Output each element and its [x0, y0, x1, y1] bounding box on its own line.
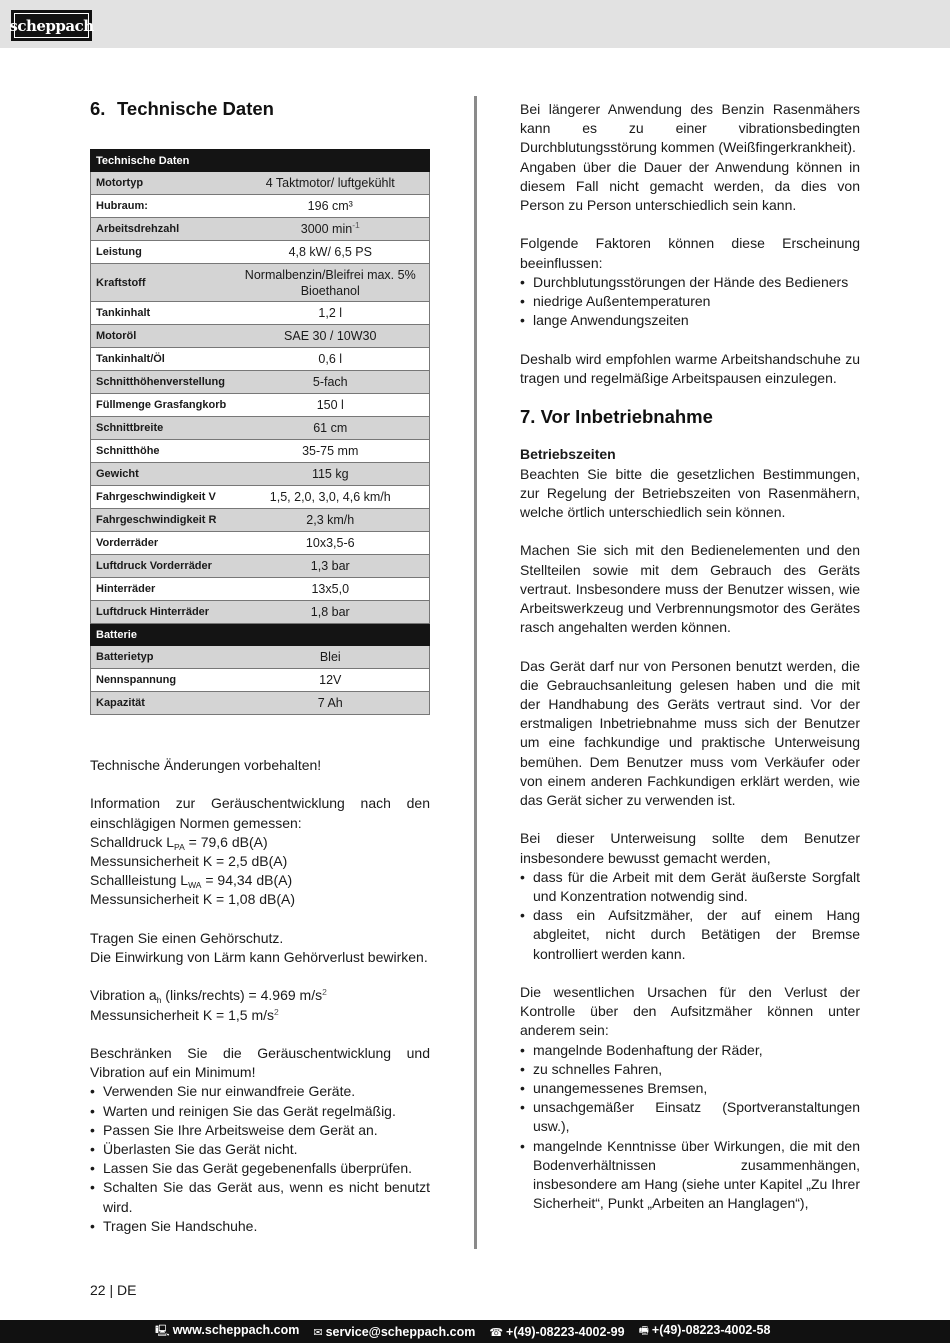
footer-bar: [0, 1320, 950, 1343]
spec-value: 12V: [232, 669, 430, 692]
controls-paragraph: Machen Sie sich mit den Bedienelementen und den Stellteilen sowie mit dem Gebrauch des Geräts vertraut. Insbesondere muss der Benutzer wissen, wie Arbeitswerkzeug und Verbrennungsmotor des Gerätes rasch angehalten werden können.: [520, 542, 860, 636]
list-item: • dass ein Aufsitzmäher, der auf einem Hang abgleitet, nicht durch Betätigen der Bremse kontrolliert werden kann.: [520, 906, 860, 964]
factor-bullet-list: [520, 273, 860, 331]
sound-power: Schallleistung $L_{WA} = 94,34$ dB(A): [90, 872, 293, 891]
section-number: 6.: [90, 98, 106, 119]
spec-value: 10x3,5-6: [232, 532, 430, 555]
spec-label: Luftdruck Hinterräder: [91, 601, 232, 624]
list-item: • Tragen Sie Handschuhe.: [90, 1217, 430, 1236]
spec-value: 115 kg: [232, 463, 430, 486]
gloves-paragraph: Deshalb wird empfohlen warme Arbeitshandschuhe zu tragen und regelmäßige Arbeitspausen einzulegen.: [520, 350, 860, 386]
list-item: • Lassen Sie das Gerät gegebenenfalls überprüfen.: [90, 1159, 430, 1178]
list-item: • Durchblutungsstörungen der Hände des Bedieners: [520, 273, 860, 292]
table-row: [91, 463, 430, 486]
spec-table: [90, 149, 430, 715]
right-column: [520, 100, 860, 1213]
spec-value: 1,3 bar: [232, 555, 430, 578]
spec-label: Batterietyp: [91, 646, 232, 669]
spec-value: 1,2 l: [232, 302, 430, 325]
list-item: • Verwenden Sie nur einwandfreie Geräte.: [90, 1082, 430, 1101]
instruction-intro: Bei dieser Unterweisung sollte dem Benutzer insbesondere bewusst gemacht werden,: [520, 830, 860, 866]
spec-label: Schnitthöhe: [91, 440, 232, 463]
table-row: [91, 302, 430, 325]
monitor-icon: 🖳: [155, 1325, 170, 1337]
instruction-bullet-list: [520, 868, 860, 964]
header-bar: [0, 0, 950, 48]
factors-intro: Folgende Faktoren können diese Erscheinung beeinflussen:: [520, 235, 860, 271]
spec-value: 1,5, 2,0, 3,0, 4,6 km/h: [232, 486, 430, 509]
causes-bullet-list: [520, 1041, 860, 1214]
phone-number: ☎ +(49)-08223-4002-99: [489, 1324, 625, 1339]
spec-value: Normalbenzin/Bleifrei max. 5% Bioethanol: [232, 264, 430, 302]
spec-value: 2,3 km/h: [232, 509, 430, 532]
operating-times-subhead: Betriebszeiten: [520, 446, 616, 463]
spec-value: 35-75 mm: [232, 440, 430, 463]
table-row: [91, 692, 430, 715]
spec-value: 4,8 kW/ 6,5 PS: [232, 241, 430, 264]
spec-value: 1,8 bar: [232, 601, 430, 624]
table-row: [91, 325, 430, 348]
spec-label: Kraftstoff: [91, 264, 232, 302]
hearing-warning: Die Einwirkung von Lärm kann Gehörverlust bewirken.: [90, 949, 428, 965]
spec-value: 0,6 l: [232, 348, 430, 371]
fax-number: 🖷 +(49)-08223-4002-58: [638, 1323, 771, 1337]
list-item: • unangemessenes Bremsen,: [520, 1079, 860, 1098]
spec-label: Nennspannung: [91, 669, 232, 692]
list-item: • mangelnde Bodenhaftung der Räder,: [520, 1041, 860, 1060]
section-7-title: 7. Vor Inbetriebnahme: [520, 406, 713, 428]
table-row: [91, 348, 430, 371]
table-row: [91, 509, 430, 532]
table-row: [91, 646, 430, 669]
website-link[interactable]: 🖳 www.scheppach.com: [155, 1323, 300, 1337]
left-column: [90, 96, 430, 1236]
envelope-icon: ✉: [313, 1326, 323, 1339]
table-row: [91, 440, 430, 463]
spec-label: Fahrgeschwindigkeit R: [91, 509, 232, 532]
table-row: [91, 555, 430, 578]
spec-label: Tankinhalt/Öl: [91, 348, 232, 371]
list-item: • dass für die Arbeit mit dem Gerät äußerste Sorgfalt und Konzentration notwendig sind.: [520, 868, 860, 906]
table-row: [91, 601, 430, 624]
spec-label: Motortyp: [91, 172, 232, 195]
spec-label: Gewicht: [91, 463, 232, 486]
table-header-cell: Batterie: [91, 624, 430, 646]
spec-value: 196 cm³: [232, 195, 430, 218]
table-row: [91, 264, 430, 302]
scheppach-logo: scheppach: [11, 10, 92, 41]
spec-value: 3000 $\min^{-1}$: [232, 218, 430, 241]
spec-value: 7 Ah: [232, 692, 430, 715]
spec-label: Leistung: [91, 241, 232, 264]
noise-intro: Information zur Geräuschentwicklung nach den einschlägigen Normen gemessen:: [90, 795, 430, 831]
list-item: • Warten und reinigen Sie das Gerät regelmäßig.: [90, 1102, 430, 1121]
list-item: • Überlasten Sie das Gerät nicht.: [90, 1140, 430, 1159]
list-item: • lange Anwendungszeiten: [520, 311, 860, 330]
list-item: • Passen Sie Ihre Arbeitsweise dem Gerät an.: [90, 1121, 430, 1140]
section-title-text: Technische Daten: [117, 98, 274, 119]
spec-label: Schnitthöhenverstellung: [91, 371, 232, 394]
vibration-uncertainty: Messunsicherheit K = 1,5 $m/s^2$: [90, 1006, 279, 1023]
table-row: [91, 172, 430, 195]
table-row: [91, 532, 430, 555]
persons-paragraph: Das Gerät darf nur von Personen benutzt werden, die die Gebrauchsanleitung gelesen haben und die mit der Handhabung des Geräts vertraut sind. Vor der erstmaligen Inbetriebnahme muss sich der Benutzer um eine fachkundige und praktische Unterweisung bemühen. Dem Benutzer muss vom Verkäufer oder von einem anderen Fachkundigen erklärt werden, wie das Gerät sicher zu verwenden ist.: [520, 657, 860, 809]
table-row: [91, 218, 430, 241]
spec-value: Blei: [232, 646, 430, 669]
hearing-protection: Tragen Sie einen Gehörschutz.: [90, 929, 284, 946]
spec-value: 4 Taktmotor/ luftgekühlt: [232, 172, 430, 195]
duration-paragraph: Angaben über die Dauer der Anwendung können in diesem Fall nicht gemacht werden, da dies von Person zu Person unterschiedlich sein kann.: [520, 158, 860, 214]
list-item: • Schalten Sie das Gerät aus, wenn es nicht benutzt wird.: [90, 1178, 430, 1216]
table-header-cell: Technische Daten: [91, 150, 430, 172]
table-row: [91, 417, 430, 440]
changes-note: Technische Änderungen vorbehalten!: [90, 757, 322, 773]
column-divider: [474, 96, 477, 1249]
email-link[interactable]: ✉ service@scheppach.com: [313, 1324, 476, 1339]
spec-label: Hubraum:: [91, 195, 232, 218]
operating-times-paragraph: Beachten Sie bitte die gesetzlichen Bestimmungen, zur Regelung der Betriebszeiten von Rasenmähern, welche örtlich unterschiedlich sein können.: [520, 465, 860, 521]
table-row: [91, 195, 430, 218]
table-header-row: [91, 150, 430, 172]
fax-icon: 🖷: [638, 1325, 649, 1337]
spec-label: Fahrgeschwindigkeit V: [91, 486, 232, 509]
sound-pressure: Schalldruck $L_{PA} = 79,6$ dB(A): [90, 833, 268, 852]
spec-label: Hinterräder: [91, 578, 232, 601]
left-text-block: [90, 756, 430, 1236]
spec-label: Motoröl: [91, 325, 232, 348]
spec-value: 5-fach: [232, 371, 430, 394]
page-number: 22 | DE: [90, 1282, 137, 1298]
list-item: • zu schnelles Fahren,: [520, 1060, 860, 1079]
table-row: [91, 241, 430, 264]
table-row: [91, 486, 430, 509]
phone-icon: ☎: [489, 1326, 504, 1339]
limit-bullet-list: [90, 1082, 430, 1236]
table-row: [91, 371, 430, 394]
causes-intro: Die wesentlichen Ursachen für den Verlust der Kontrolle über den Aufsitzmäher können unter anderem sein:: [520, 984, 860, 1039]
spec-label: Vorderräder: [91, 532, 232, 555]
spec-value: 150 l: [232, 394, 430, 417]
table-row: [91, 394, 430, 417]
section-6-title: [90, 98, 430, 120]
spec-value: 13x5,0: [232, 578, 430, 601]
list-item: • niedrige Außentemperaturen: [520, 292, 860, 311]
spec-label: Luftdruck Vorderräder: [91, 555, 232, 578]
spec-value: 61 cm: [232, 417, 430, 440]
list-item: • mangelnde Kenntnisse über Wirkungen, die mit den Bodenverhältnissen zusammenhängen, insbesondere am Hang (siehe unter Kapitel „Zu Ihrer Sicherheit“, Punkt „Arbeiten an Hanglagen“),: [520, 1137, 860, 1214]
limit-intro: Beschränken Sie die Geräuschentwicklung und Vibration auf ein Minimum!: [90, 1044, 430, 1081]
spec-value: SAE 30 / 10W30: [232, 325, 430, 348]
table-header-row: [91, 624, 430, 646]
spec-label: Arbeitsdrehzahl: [91, 218, 232, 241]
uncertainty-1: Messunsicherheit K = 2,5 dB(A): [90, 853, 288, 869]
spec-label: Füllmenge Grasfangkorb: [91, 394, 232, 417]
spec-label: Kapazität: [91, 692, 232, 715]
table-row: [91, 669, 430, 692]
uncertainty-2: Messunsicherheit K = 1,08 dB(A): [90, 891, 296, 908]
spec-label: Schnittbreite: [91, 417, 232, 440]
spec-label: Tankinhalt: [91, 302, 232, 325]
table-row: [91, 578, 430, 601]
vibration-value: Vibration $a_h$ (links/rechts) = 4.969 $m/s^2$: [90, 987, 327, 1006]
vibration-paragraph: Bei längerer Anwendung des Benzin Rasenmähers kann es zu einer vibrationsbedingten Durchblutungsstörung kommen (Weißfingerkrankheit).: [520, 101, 860, 156]
list-item: • unsachgemäßer Einsatz (Sportveranstaltungen usw.),: [520, 1098, 860, 1136]
